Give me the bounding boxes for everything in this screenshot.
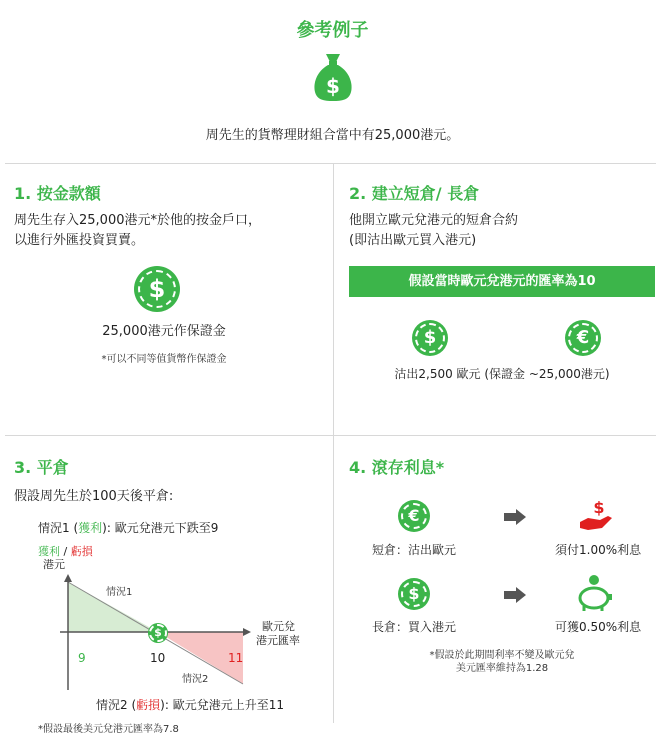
section4-note-line1: *假設於此期間利率不變及歐元兌 [429,650,575,661]
section3-heading: 3. 平倉 [14,458,69,477]
arrow-right-icon [504,587,526,603]
section2-heading: 2. 建立短倉/ 長倉 [349,184,480,203]
section3-footnote: *假設最後美元兌港元匯率為7.8 [38,724,179,735]
dollar-coin-icon: $ [134,266,180,312]
section1-caption: 25,000港元作保證金 [102,324,226,339]
section2-caption: 沽出2,500 歐元 (保證金 ~25,000港元) [394,367,610,381]
section4-note-line2: 美元匯率維持為1.28 [455,663,549,674]
divider [5,435,656,436]
section2-text-line2: (即沽出歐元買入港元) [349,233,477,248]
divider [333,163,334,723]
dollar-coin-icon: $ [148,623,168,643]
tick-9: 9 [78,651,86,665]
page-title: 參考例子 [296,20,369,41]
pay-interest-icon [578,498,614,534]
row2-left-label: 長倉：買入港元 [372,620,457,634]
section3-text: 假設周先生於100天後平倉: [14,489,174,504]
divider [5,163,656,164]
x-axis-label-line2: 港元匯率 [256,634,300,647]
dollar-coin-icon: $ [398,578,430,610]
svg-text:$: $ [326,74,340,98]
section1-text-line2: 以進行外匯投資買賣。 [14,233,145,248]
row1-left-label: 短倉：沽出歐元 [372,543,457,557]
section1-note: *可以不同等值貨幣作保證金 [101,354,227,365]
area2-label: 情況2 [182,674,209,685]
section1-text-line1: 周先生存入25,000港元*於他的按金戶口， [14,213,261,228]
euro-coin-icon: € [565,320,601,356]
arrow-right-icon [504,509,526,525]
rate-banner: 假設當時歐元兌港元的匯率為10 [349,266,655,297]
euro-coin-icon: € [398,500,430,532]
money-bag-icon [312,50,354,102]
case2-label: 情況2 (虧損): 歐元兌港元上升至11 [96,698,284,712]
case1-label: 情況1 (獲利): 歐元兌港元下跌至9 [38,521,219,535]
section4-heading: 4. 滾存利息* [349,458,445,477]
tick-11: 11 [228,651,244,665]
section2-text-line1: 他開立歐元兌港元的短倉合約 [349,213,519,228]
dollar-coin-icon: $ [412,320,448,356]
row1-right-label: 須付1.00%利息 [555,543,642,557]
x-axis-label-line1: 歐元兌 [262,620,295,633]
y-axis-label: 港元 [43,558,65,571]
section1-heading: 1. 按金款額 [14,184,101,203]
intro-text: 周先生的貨幣理財組合當中有25,000港元。 [205,128,460,143]
area1-label: 情況1 [106,587,133,598]
chart-legend: 獲利 / 虧損 [38,545,93,558]
row2-right-label: 可獲0.50%利息 [555,620,642,634]
svg-text:$: $ [593,498,605,517]
piggy-bank-icon [574,574,614,612]
tick-10: 10 [150,651,166,665]
